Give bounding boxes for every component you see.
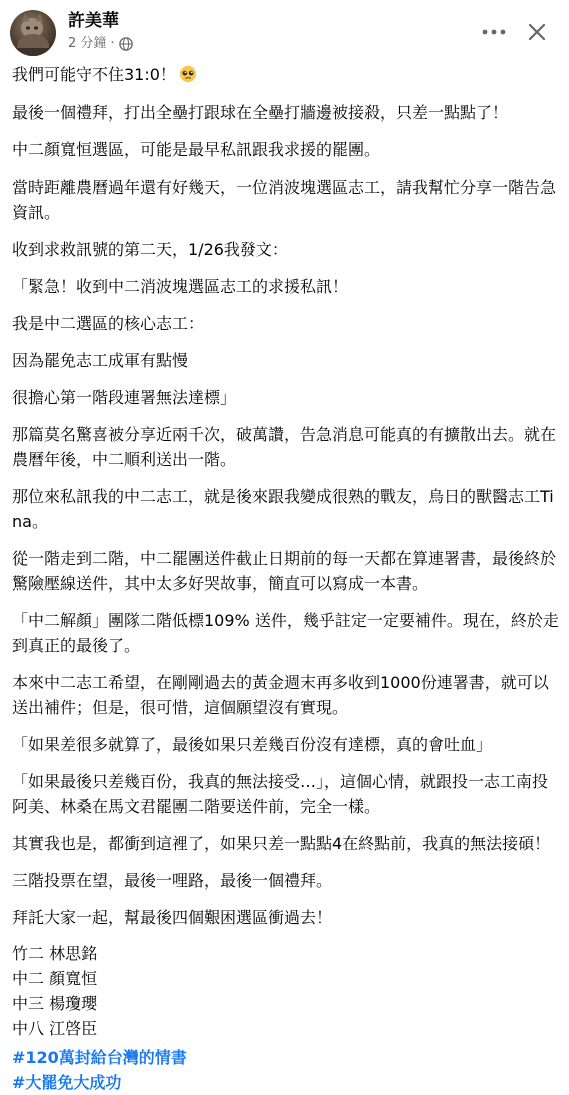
post-paragraph: 三階投票在望，最後一哩路，最後一個禮拜。 [12, 871, 333, 890]
post-paragraph: 我是中二選區的核心志工： [12, 314, 205, 333]
avatar[interactable] [10, 10, 56, 56]
hashtag-list [12, 1045, 560, 1095]
post-paragraph: 「如果差很多就算了，最後如果只差幾百份沒有達標，真的會吐血」 [12, 735, 493, 754]
post-paragraph: 「緊急！收到中二消波塊選區志工的求援私訊！ [12, 277, 349, 296]
post-paragraph: 當時距離農曆過年還有好幾天，一位消波塊選區志工，請我幫忙分享一階告急資訊。 [12, 178, 557, 222]
district-item: 中三 楊瓊瓔 [12, 994, 98, 1013]
post-paragraph: 其實我也是，都衝到這裡了，如果只差一點點4在終點前，我真的無法接碩！ [12, 834, 551, 853]
post-paragraph: 「如果最後只差幾百份，我真的無法接受…」，這個心情，就跟投一志工南投阿美、林桑在馬文君罷團二階要送件前，完全一樣。 [12, 772, 549, 816]
pleading-face-emoji [179, 65, 197, 83]
post-paragraph: 「中二解顏」團隊二階低標109% 送件，幾乎註定一定要補件。現在，終於走到真正的最後了。 [12, 611, 559, 655]
hashtag-link[interactable]: #大罷免大成功 [12, 1073, 122, 1092]
close-button[interactable] [521, 16, 553, 48]
hashtag-link[interactable]: #120萬封給台灣的情書 [12, 1048, 187, 1067]
post-paragraph: 很擔心第一階段連署無法達標」 [12, 388, 237, 407]
post-paragraph: 拜託大家一起，幫最後四個艱困選區衝過去！ [12, 908, 333, 927]
close-icon [528, 23, 546, 41]
post-paragraph: 從一階走到二階，中二罷團送件截止日期前的每一天都在算連署書，最後終於驚險壓線送件，其中太多好哭故事，簡直可以寫成一本書。 [12, 549, 557, 593]
district-item: 竹二 林思銘 [12, 944, 98, 963]
post-paragraph: 收到求救訊號的第二天，1/26我發文： [12, 240, 288, 259]
post-body [12, 62, 560, 1095]
avatar-photo-icon [10, 10, 56, 56]
post-paragraph: 中二顏寬恒選區，可能是最早私訊跟我求援的罷團。 [12, 140, 381, 159]
more-options-button[interactable] [478, 18, 510, 46]
post-paragraph: 因為罷免志工成軍有點慢 [12, 351, 189, 370]
more-horizontal-icon [482, 29, 506, 35]
district-item: 中二 顏寬恒 [12, 969, 98, 988]
post-paragraph: 我們可能守不住31:0！ [12, 62, 560, 87]
post-paragraph: 最後一個禮拜，打出全壘打跟球在全壘打牆邊被接殺，只差一點點了！ [12, 103, 509, 122]
district-item: 中八 江啓臣 [12, 1019, 98, 1038]
globe-icon[interactable] [119, 37, 133, 51]
author-name[interactable]: 許美華 [68, 11, 119, 31]
post-meta [68, 35, 133, 53]
district-list [12, 941, 560, 1041]
meta-separator: · [110, 36, 115, 51]
post-timestamp[interactable]: 2 分鐘 [68, 36, 107, 51]
post-paragraph: 本來中二志工希望，在剛剛過去的黃金週末再多收到1000份連署書，就可以送出補件；但是，很可惜，這個願望沒有實現。 [12, 673, 549, 717]
post-paragraph: 那篇莫名驚喜被分享近兩千次，破萬讚，告急消息可能真的有擴散出去。就在農曆年後，中二順利送出一階。 [12, 425, 557, 469]
post-header [0, 0, 569, 62]
post-paragraph: 那位來私訊我的中二志工，就是後來跟我變成很熟的戰友，烏日的獸醫志工Tina。 [12, 487, 554, 531]
